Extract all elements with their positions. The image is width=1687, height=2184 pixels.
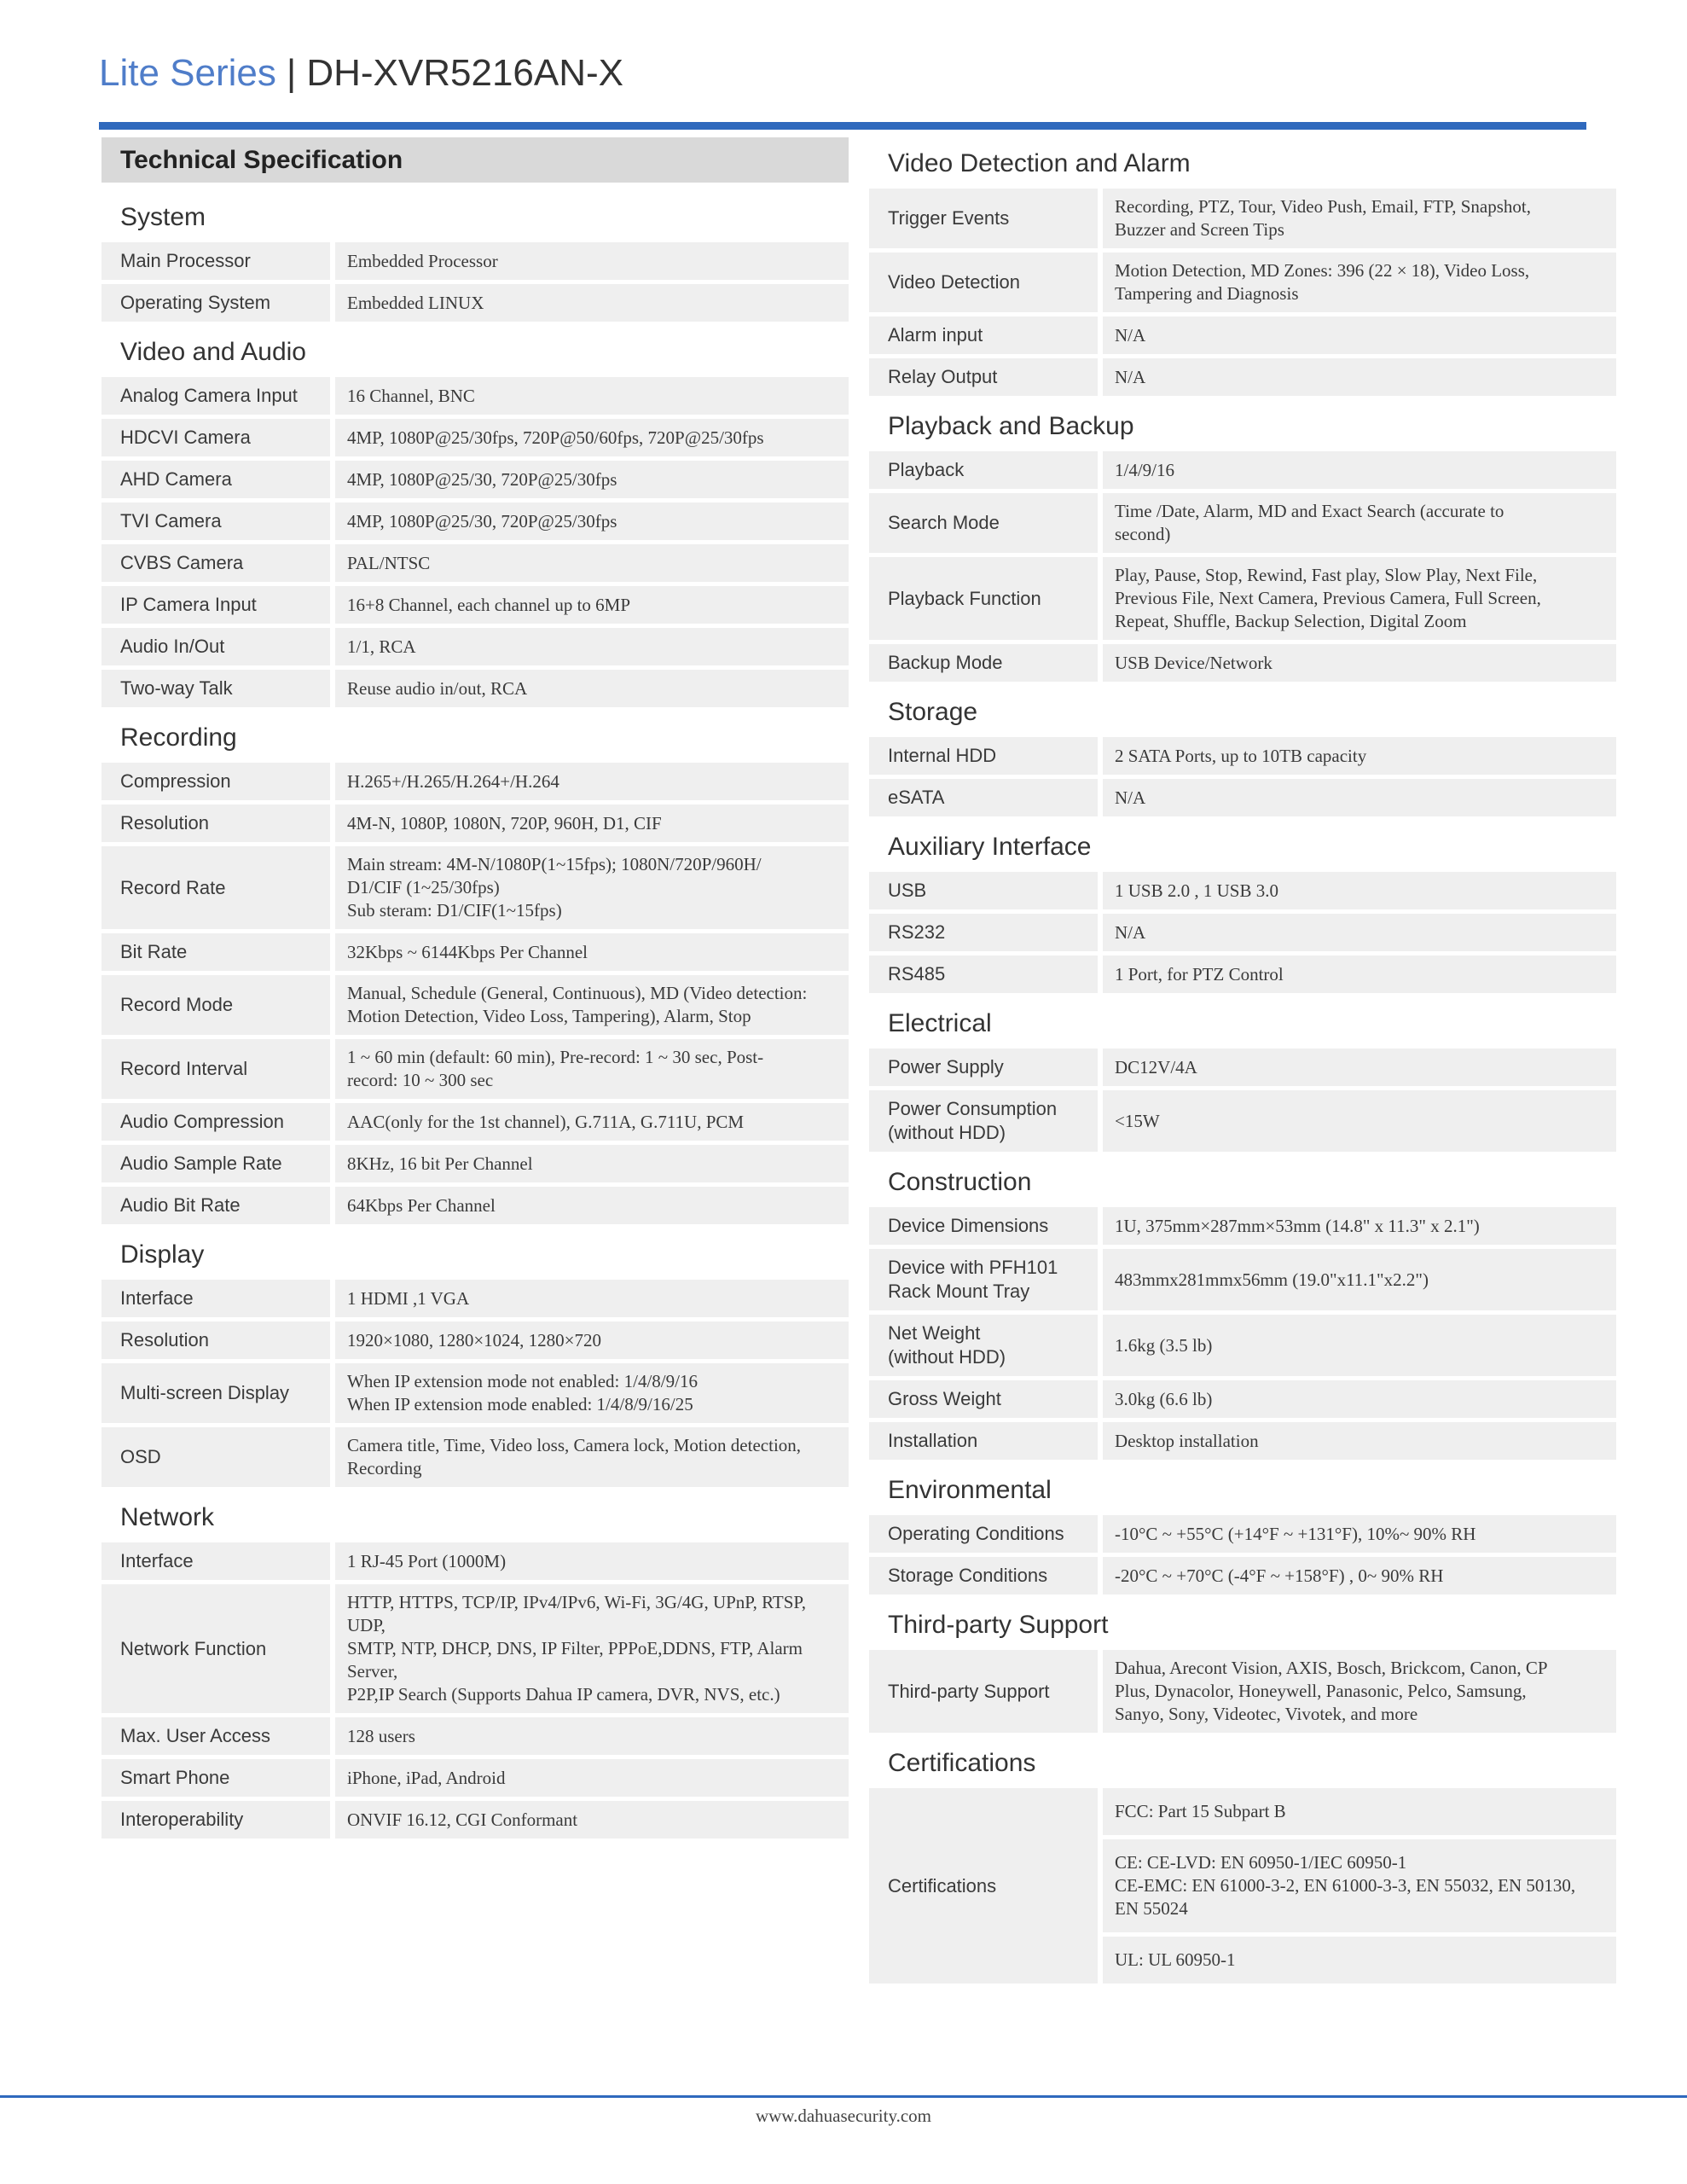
- model-number: DH-XVR5216AN-X: [306, 52, 624, 94]
- spec-value: 1 Port, for PTZ Control: [1103, 956, 1616, 993]
- spec-row: [869, 1249, 1616, 1310]
- section-title: Recording: [120, 723, 237, 752]
- spec-label: Audio Bit Rate: [101, 1187, 330, 1224]
- certifications-row: [869, 1788, 1616, 1984]
- spec-row: [869, 1380, 1616, 1418]
- spec-row: [869, 1422, 1616, 1460]
- spec-row: [101, 1145, 849, 1182]
- spec-value: 1.6kg (3.5 lb): [1103, 1315, 1616, 1376]
- section-title: Third-party Support: [888, 1611, 1109, 1639]
- spec-value: 4M-N, 1080P, 1080N, 720P, 960H, D1, CIF: [335, 804, 849, 842]
- spec-value: Dahua, Arecont Vision, AXIS, Bosch, Brickcom, Canon, CP Plus, Dynacolor, Honeywell, Panasonic, Pelco, Samsung, Sanyo, Sony, Videotec, Vivotek, and more: [1103, 1650, 1616, 1733]
- spec-value: N/A: [1103, 779, 1616, 816]
- spec-row: [101, 544, 849, 582]
- page-header: [99, 49, 623, 97]
- spec-row: [101, 419, 849, 456]
- spec-label: RS232: [869, 914, 1098, 951]
- spec-label: Playback: [869, 451, 1098, 489]
- spec-label: Interoperability: [101, 1801, 330, 1838]
- spec-label: Device with PFH101 Rack Mount Tray: [869, 1249, 1098, 1310]
- spec-label: Backup Mode: [869, 644, 1098, 682]
- spec-value: 8KHz, 16 bit Per Channel: [335, 1145, 849, 1182]
- spec-label: USB: [869, 872, 1098, 909]
- spec-section: [101, 712, 849, 1224]
- spec-label: Network Function: [101, 1584, 330, 1713]
- spec-row: [869, 1557, 1616, 1594]
- spec-label: Bit Rate: [101, 933, 330, 971]
- spec-section: [101, 191, 849, 322]
- spec-row: [101, 1427, 849, 1487]
- spec-value: 1/4/9/16: [1103, 451, 1616, 489]
- spec-value: -10°C ~ +55°C (+14°F ~ +131°F), 10%~ 90% RH: [1103, 1515, 1616, 1553]
- spec-value: USB Device/Network: [1103, 644, 1616, 682]
- spec-label: Two-way Talk: [101, 670, 330, 707]
- spec-value: 4MP, 1080P@25/30fps, 720P@50/60fps, 720P@25/30fps: [335, 419, 849, 456]
- spec-label: Smart Phone: [101, 1759, 330, 1797]
- spec-row: [101, 1717, 849, 1755]
- spec-row: [101, 1759, 849, 1797]
- spec-label: Main Processor: [101, 242, 330, 280]
- spec-value: When IP extension mode not enabled: 1/4/8/9/16 When IP extension mode enabled: 1/4/8/9/16/25: [335, 1363, 849, 1423]
- spec-row: [869, 644, 1616, 682]
- spec-section: [869, 821, 1616, 993]
- header-separator: |: [286, 52, 297, 94]
- section-title: System: [120, 203, 206, 231]
- spec-label: Playback Function: [869, 557, 1098, 640]
- spec-value: N/A: [1103, 317, 1616, 354]
- spec-section: [869, 1599, 1616, 1733]
- spec-section: [869, 137, 1616, 396]
- spec-value: 4MP, 1080P@25/30, 720P@25/30fps: [335, 502, 849, 540]
- spec-value: 1 ~ 60 min (default: 60 min), Pre-record: 1 ~ 30 sec, Post- record: 10 ~ 300 sec: [335, 1039, 849, 1099]
- spec-row: [101, 1801, 849, 1838]
- spec-value: 16+8 Channel, each channel up to 6MP: [335, 586, 849, 624]
- spec-row: [869, 253, 1616, 312]
- spec-label: Resolution: [101, 1321, 330, 1359]
- spec-label: Interface: [101, 1280, 330, 1317]
- spec-label: Video Detection: [869, 253, 1098, 312]
- spec-label: TVI Camera: [101, 502, 330, 540]
- spec-value: Recording, PTZ, Tour, Video Push, Email, FTP, Snapshot, Buzzer and Screen Tips: [1103, 189, 1616, 248]
- spec-label: CVBS Camera: [101, 544, 330, 582]
- section-title: Environmental: [888, 1476, 1052, 1504]
- spec-value: Camera title, Time, Video loss, Camera lock, Motion detection, Recording: [335, 1427, 849, 1487]
- spec-label: Device Dimensions: [869, 1207, 1098, 1245]
- spec-section: [869, 686, 1616, 816]
- spec-row: [869, 557, 1616, 640]
- section-title: Video and Audio: [120, 338, 306, 366]
- spec-value: AAC(only for the 1st channel), G.711A, G.711U, PCM: [335, 1103, 849, 1141]
- spec-row: [101, 284, 849, 322]
- spec-row: [101, 1542, 849, 1580]
- spec-row: [869, 317, 1616, 354]
- spec-label: Record Mode: [101, 975, 330, 1035]
- spec-value: N/A: [1103, 914, 1616, 951]
- spec-row: [101, 1280, 849, 1317]
- spec-label: Operating Conditions: [869, 1515, 1098, 1553]
- footer-rule: [0, 2095, 1687, 2098]
- spec-value: Manual, Schedule (General, Continuous), MD (Video detection: Motion Detection, Video Loss, Tampering), Alarm, Stop: [335, 975, 849, 1035]
- spec-label: Interface: [101, 1542, 330, 1580]
- spec-value: 2 SATA Ports, up to 10TB capacity: [1103, 737, 1616, 775]
- spec-label: Power Consumption (without HDD): [869, 1090, 1098, 1152]
- spec-row: [101, 586, 849, 624]
- spec-label: RS485: [869, 956, 1098, 993]
- spec-row: [101, 1103, 849, 1141]
- section-title: Electrical: [888, 1009, 992, 1037]
- spec-label: Audio Compression: [101, 1103, 330, 1141]
- section-title: Storage: [888, 698, 978, 726]
- section-title: Playback and Backup: [888, 412, 1134, 440]
- spec-row: [101, 933, 849, 971]
- spec-label: Certifications: [869, 1788, 1098, 1984]
- spec-section: [869, 400, 1616, 682]
- spec-value: 64Kbps Per Channel: [335, 1187, 849, 1224]
- spec-row: [869, 451, 1616, 489]
- spec-row: [869, 1090, 1616, 1152]
- spec-value: <15W: [1103, 1090, 1616, 1152]
- spec-value: 3.0kg (6.6 lb): [1103, 1380, 1616, 1418]
- certifications-values: [1103, 1788, 1616, 1984]
- spec-value: FCC: Part 15 Subpart B: [1103, 1788, 1616, 1835]
- spec-label: Record Interval: [101, 1039, 330, 1099]
- spec-value: 32Kbps ~ 6144Kbps Per Channel: [335, 933, 849, 971]
- spec-label: OSD: [101, 1427, 330, 1487]
- spec-row: [101, 628, 849, 665]
- spec-value: 1 RJ-45 Port (1000M): [335, 1542, 849, 1580]
- spec-section: [101, 326, 849, 707]
- spec-value: Motion Detection, MD Zones: 396 (22 × 18), Video Loss, Tampering and Diagnosis: [1103, 253, 1616, 312]
- spec-row: [869, 1207, 1616, 1245]
- spec-section: [869, 1156, 1616, 1460]
- spec-row: [869, 914, 1616, 951]
- spec-value: H.265+/H.265/H.264+/H.264: [335, 763, 849, 800]
- spec-value: ONVIF 16.12, CGI Conformant: [335, 1801, 849, 1838]
- spec-value: iPhone, iPad, Android: [335, 1759, 849, 1797]
- spec-value: -20°C ~ +70°C (-4°F ~ +158°F) , 0~ 90% RH: [1103, 1557, 1616, 1594]
- spec-row: [869, 358, 1616, 396]
- spec-label: Relay Output: [869, 358, 1098, 396]
- spec-label: eSATA: [869, 779, 1098, 816]
- spec-row: [101, 461, 849, 498]
- spec-value: CE: CE-LVD: EN 60950-1/IEC 60950-1 CE-EMC: EN 61000-3-2, EN 61000-3-3, EN 55032, EN 50130, EN 55024: [1103, 1839, 1616, 1932]
- spec-row: [101, 804, 849, 842]
- spec-row: [101, 1187, 849, 1224]
- right-column: [869, 137, 1616, 1988]
- spec-value: 128 users: [335, 1717, 849, 1755]
- spec-value: N/A: [1103, 358, 1616, 396]
- spec-section: [869, 1464, 1616, 1594]
- spec-label: Third-party Support: [869, 1650, 1098, 1733]
- spec-value: Reuse audio in/out, RCA: [335, 670, 849, 707]
- spec-row: [101, 242, 849, 280]
- spec-label: Compression: [101, 763, 330, 800]
- spec-row: [101, 846, 849, 929]
- spec-value: 16 Channel, BNC: [335, 377, 849, 415]
- spec-row: [869, 189, 1616, 248]
- spec-row: [869, 737, 1616, 775]
- spec-label: Record Rate: [101, 846, 330, 929]
- certifications-section: [869, 1737, 1616, 1984]
- spec-label: Analog Camera Input: [101, 377, 330, 415]
- spec-row: [869, 779, 1616, 816]
- spec-value: PAL/NTSC: [335, 544, 849, 582]
- spec-label: Max. User Access: [101, 1717, 330, 1755]
- spec-row: [869, 956, 1616, 993]
- spec-value: HTTP, HTTPS, TCP/IP, IPv4/IPv6, Wi-Fi, 3G/4G, UPnP, RTSP, UDP, SMTP, NTP, DHCP, DNS, IP Filter, PPPoE,DDNS, FTP, Alarm Server, P2P,IP Search (Supports Dahua IP camera, DVR, NVS, etc.): [335, 1584, 849, 1713]
- spec-label: Multi-screen Display: [101, 1363, 330, 1423]
- spec-label: HDCVI Camera: [101, 419, 330, 456]
- spec-section: [869, 997, 1616, 1152]
- spec-section: [101, 1228, 849, 1487]
- section-title: Video Detection and Alarm: [888, 149, 1191, 177]
- spec-row: [101, 1321, 849, 1359]
- technical-specification-title: Technical Specification: [101, 137, 849, 183]
- left-column: [101, 137, 849, 1843]
- spec-value: UL: UL 60950-1: [1103, 1937, 1616, 1984]
- spec-label: Internal HDD: [869, 737, 1098, 775]
- spec-row: [101, 502, 849, 540]
- spec-value: 1 HDMI ,1 VGA: [335, 1280, 849, 1317]
- spec-value: Time /Date, Alarm, MD and Exact Search (accurate to second): [1103, 493, 1616, 553]
- spec-row: [101, 975, 849, 1035]
- spec-value: 483mmx281mmx56mm (19.0"x11.1"x2.2"): [1103, 1249, 1616, 1310]
- section-title: Display: [120, 1240, 205, 1269]
- spec-row: [101, 670, 849, 707]
- section-title: Certifications: [888, 1749, 1036, 1777]
- header-rule: [99, 122, 1586, 130]
- spec-row: [869, 872, 1616, 909]
- section-title: Construction: [888, 1168, 1032, 1196]
- spec-label: Resolution: [101, 804, 330, 842]
- spec-value: 1 USB 2.0 , 1 USB 3.0: [1103, 872, 1616, 909]
- spec-value: Play, Pause, Stop, Rewind, Fast play, Slow Play, Next File, Previous File, Next Camera, Previous Camera, Full Screen, Repeat, Shuffle, Backup Selection, Digital Zoom: [1103, 557, 1616, 640]
- spec-label: IP Camera Input: [101, 586, 330, 624]
- spec-label: Gross Weight: [869, 1380, 1098, 1418]
- spec-value: Embedded LINUX: [335, 284, 849, 322]
- series-name: Lite Series: [99, 52, 276, 94]
- spec-row: [101, 1363, 849, 1423]
- spec-label: Storage Conditions: [869, 1557, 1098, 1594]
- spec-row: [101, 377, 849, 415]
- spec-label: Audio Sample Rate: [101, 1145, 330, 1182]
- spec-row: [869, 493, 1616, 553]
- spec-value: 4MP, 1080P@25/30, 720P@25/30fps: [335, 461, 849, 498]
- spec-row: [101, 1584, 849, 1713]
- spec-value: Desktop installation: [1103, 1422, 1616, 1460]
- spec-section: [101, 1491, 849, 1838]
- spec-label: Installation: [869, 1422, 1098, 1460]
- spec-value: DC12V/4A: [1103, 1048, 1616, 1086]
- spec-value: 1/1, RCA: [335, 628, 849, 665]
- spec-label: Search Mode: [869, 493, 1098, 553]
- spec-row: [101, 1039, 849, 1099]
- spec-row: [869, 1315, 1616, 1376]
- spec-label: Alarm input: [869, 317, 1098, 354]
- spec-row: [869, 1650, 1616, 1733]
- spec-value: Embedded Processor: [335, 242, 849, 280]
- spec-label: Operating System: [101, 284, 330, 322]
- spec-value: 1920×1080, 1280×1024, 1280×720: [335, 1321, 849, 1359]
- spec-label: AHD Camera: [101, 461, 330, 498]
- spec-row: [101, 763, 849, 800]
- spec-row: [869, 1515, 1616, 1553]
- spec-label: Power Supply: [869, 1048, 1098, 1086]
- spec-row: [869, 1048, 1616, 1086]
- spec-label: Trigger Events: [869, 189, 1098, 248]
- spec-label: Net Weight (without HDD): [869, 1315, 1098, 1376]
- footer-url[interactable]: www.dahuasecurity.com: [755, 2106, 932, 2126]
- section-title: Auxiliary Interface: [888, 833, 1092, 861]
- section-title: Network: [120, 1503, 215, 1531]
- spec-label: Audio In/Out: [101, 628, 330, 665]
- spec-value: 1U, 375mm×287mm×53mm (14.8" x 11.3" x 2.1"): [1103, 1207, 1616, 1245]
- spec-value: Main stream: 4M-N/1080P(1~15fps); 1080N/720P/960H/ D1/CIF (1~25/30fps) Sub steram: D1/CIF(1~15fps): [335, 846, 849, 929]
